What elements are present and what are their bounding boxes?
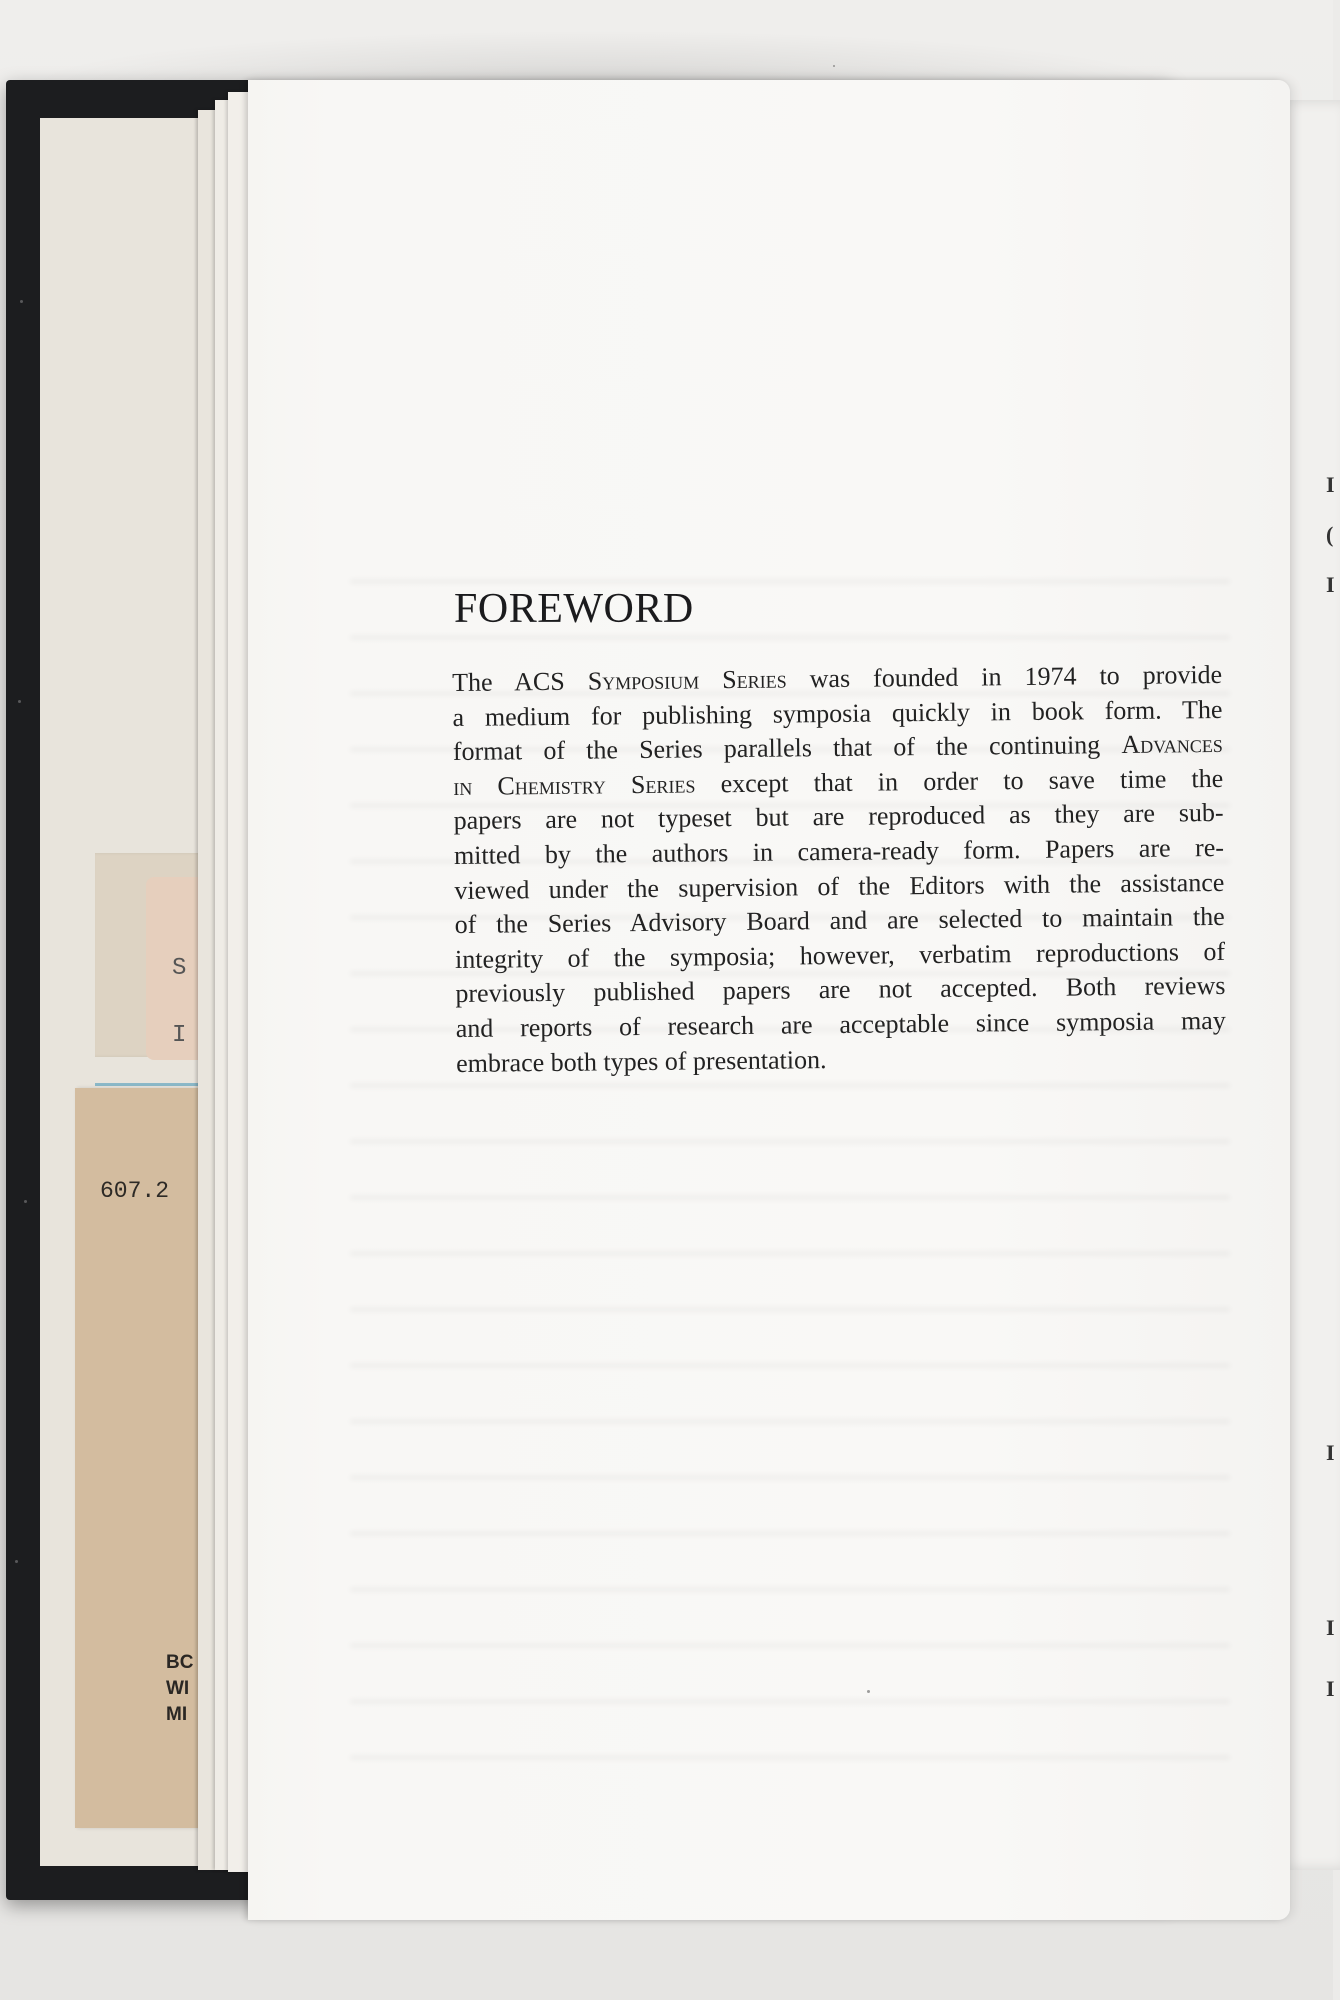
text-run: a medium for publishing symposia quickly in book form. The: [452, 694, 1223, 732]
text-run: viewed under the supervision of the Editors with the assistance: [454, 867, 1225, 905]
facing-page-glyph: I: [1326, 1440, 1335, 1465]
text-run: of the Series Advisory Board and are selected to maintain the: [454, 902, 1225, 940]
text-run: previously published papers are not accepted. Both reviews: [455, 971, 1226, 1009]
facing-page-glyph: (: [1326, 522, 1334, 547]
page-heading: FOREWORD: [454, 586, 694, 632]
text-run: was founded in 1974 to provide: [786, 659, 1223, 694]
call-number: 607.2: [100, 1178, 170, 1204]
facing-page-glyph: I: [1326, 1676, 1335, 1701]
text-run: format of the Series parallels that of the continuing: [452, 730, 1122, 767]
text-run: mitted by the authors in camera-ready form. Papers are re-: [453, 832, 1225, 870]
cover-speck: [24, 1200, 27, 1203]
envelope-label-line: MI: [166, 1704, 188, 1725]
small-caps-text: Advances: [1121, 729, 1224, 760]
pocket-edge: [95, 1083, 205, 1086]
pocket-letter: I: [172, 1022, 189, 1049]
dust-speck: [867, 1690, 870, 1693]
envelope-label-line: WI: [166, 1678, 190, 1699]
small-caps-text: in Chemistry Series: [453, 769, 696, 801]
small-caps-text: Symposium Series: [587, 664, 787, 696]
text-run: except that in order to save time the: [695, 763, 1224, 799]
facing-page-glyph: I: [1326, 472, 1335, 497]
dust-speck: [833, 65, 835, 67]
text-run: The ACS: [452, 666, 588, 697]
text-run: papers are not typeset but are reproduced as they are sub-: [453, 798, 1224, 836]
cover-speck: [18, 700, 21, 703]
text-run: and reports of research are acceptable since symposia may: [455, 1005, 1226, 1043]
foreword-paragraph: [452, 658, 1226, 1081]
facing-page-glyph: I: [1326, 572, 1335, 597]
facing-page-glyph: I: [1326, 1615, 1335, 1640]
text-run: integrity of the symposia; however, verbatim reproductions of: [454, 936, 1226, 974]
envelope-label-line: BC: [166, 1652, 194, 1673]
cover-speck: [20, 300, 23, 303]
text-run: embrace both types of presentation.: [456, 1044, 827, 1078]
cover-speck: [15, 1560, 18, 1563]
pocket-letter: S: [172, 955, 189, 982]
